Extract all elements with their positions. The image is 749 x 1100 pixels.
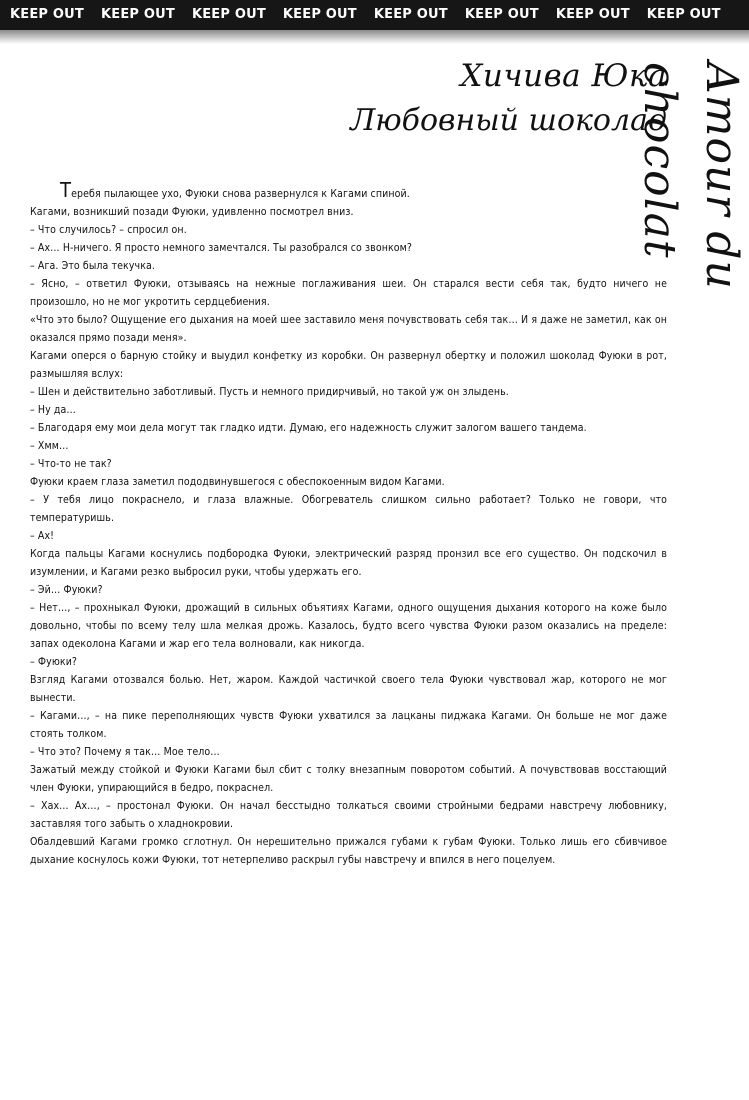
paragraph: Когда пальцы Кагами коснулись подбородка Фуюки, электрический разряд пронзил все его существо. Он подскочил в изумлении, и Кагами резко выбросил руки, чтобы удержать его.: [30, 548, 667, 578]
banner-word: KEEP OUT: [282, 7, 357, 22]
paragraph: – Эй… Фуюки?: [30, 584, 103, 596]
banner-word: KEEP OUT: [191, 7, 266, 22]
author-name: Хичива Юка: [460, 58, 667, 94]
banner-word: KEEP OUT: [646, 7, 721, 22]
paragraph: – Что это? Почему я так… Мое тело…: [30, 746, 220, 758]
paragraph: Теребя пылающее ухо, Фуюки снова развернулся к Кагами спиной.: [60, 178, 410, 202]
banner-shadow: [0, 30, 749, 44]
paragraph: – Ах!: [30, 530, 55, 542]
banner-word: KEEP OUT: [10, 7, 84, 22]
paragraph: – Фуюки?: [30, 656, 78, 668]
paragraph: Кагами оперся о барную стойку и выудил конфетку из коробки. Он развернул обертку и положил шоколад Фуюки в рот, размышляя вслух:: [30, 350, 667, 380]
banner-word: KEEP OUT: [555, 7, 630, 22]
paragraph: Зажатый между стойкой и Фуюки Кагами был сбит с толку внезапным поворотом событий. А почувствовав восстающий член Фуюки, упирающийся в бедро, покраснел.: [30, 764, 667, 794]
keep-out-banner: [0, 0, 749, 30]
paragraph: – Благодаря ему мои дела могут так гладко идти. Думаю, его надежность служит залогом вашего тандема.: [30, 422, 587, 434]
paragraph: Взгляд Кагами отозвался болью. Нет, жаром. Каждой частичкой своего тела Фуюки чувствовал жар, которого не мог вынести.: [30, 674, 667, 704]
paragraph: Обалдевший Кагами громко сглотнул. Он нерешительно прижался губами к губам Фуюки. Только лишь его сбивчивое дыхание коснулось кожи Фуюки, тот нетерпеливо раскрыл губы навстречу и впился в него поцелуем.: [30, 836, 667, 866]
banner-word: KEEP OUT: [100, 7, 175, 22]
title-block: [350, 54, 667, 144]
paragraph: – Ага. Это была текучка.: [30, 260, 156, 272]
story-title: Любовный шоколад: [350, 103, 667, 138]
paragraph: – Ах… Н-ничего. Я просто немного замечтался. Ты разобрался со звонком?: [30, 242, 413, 254]
paragraph: – Шен и действительно заботливый. Пусть и немного придирчивый, но такой уж он злыдень.: [30, 386, 509, 398]
paragraph: «Что это было? Ощущение его дыхания на моей шее заставило меня почувствовать себя так… И я даже не заметил, как он оказался прямо позади меня».: [30, 314, 667, 344]
vertical-title: Amour du chocolat: [634, 62, 747, 290]
paragraph: – Нет…, – прохныкал Фуюки, дрожащий в сильных объятиях Кагами, одного ощущения дыхания которого на коже было довольно, чтобы по всему телу шла мелкая дрожь. Казалось, будто всего чувства Фуюки разом оказались на пределе: запах одеколона Кагами и жар его тела волновали, как никогда.: [30, 602, 667, 650]
story-text: [30, 178, 667, 869]
paragraph: – Что-то не так?: [30, 458, 112, 470]
banner-word: KEEP OUT: [464, 7, 539, 22]
paragraph: – Ну да…: [30, 404, 76, 416]
paragraph: – Хмм…: [30, 440, 69, 452]
paragraph: – Кагами…, – на пике переполняющих чувств Фуюки ухватился за лацканы пиджака Кагами. Он больше не мог даже стоять толком.: [30, 710, 667, 740]
paragraph: – Что случилось? – спросил он.: [30, 224, 187, 236]
paragraph: Кагами, возникший позади Фуюки, удивленно посмотрел вниз.: [30, 206, 354, 218]
paragraph: Фуюки краем глаза заметил пододвинувшегося с обеспокоенным видом Кагами.: [30, 476, 445, 488]
paragraph: – У тебя лицо покраснело, и глаза влажные. Обогреватель слишком сильно работает? Только не говори, что температуришь.: [30, 494, 667, 524]
banner-word: KEEP OUT: [373, 7, 448, 22]
paragraph: – Ясно, – ответил Фуюки, отзываясь на нежные поглаживания шеи. Он старался вести себя так, будто ничего не произошло, но не мог укротить сердцебиения.: [30, 278, 667, 308]
paragraph: – Хах… Ах…, – простонал Фуюки. Он начал бесстыдно толкаться своими стройными бедрами навстречу любовнику, заставляя того забыть о хладнокровии.: [30, 800, 667, 830]
